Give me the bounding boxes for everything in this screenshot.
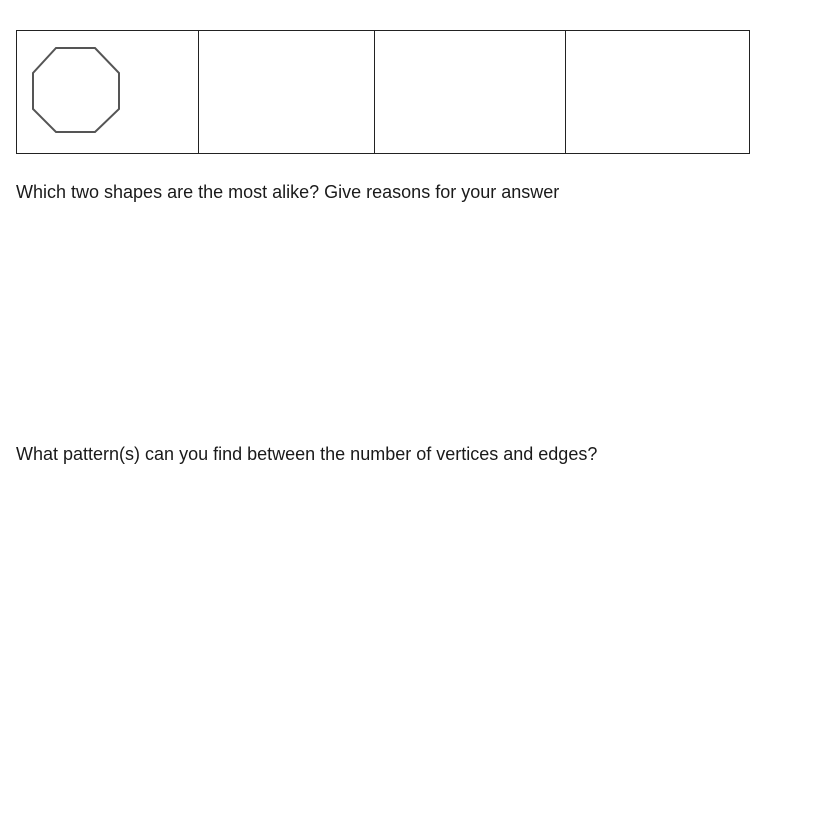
shape-cell-4 (566, 31, 749, 153)
shape-cell-1 (17, 31, 199, 153)
octagon-icon (31, 46, 121, 134)
question-vertices-edges-pattern: What pattern(s) can you find between the number of vertices and edges? (16, 444, 598, 464)
question-most-alike: Which two shapes are the most alike? Give reasons for your answer (16, 182, 560, 202)
shapes-table (16, 30, 750, 154)
shape-cell-2 (199, 31, 375, 153)
shape-cell-3 (375, 31, 566, 153)
